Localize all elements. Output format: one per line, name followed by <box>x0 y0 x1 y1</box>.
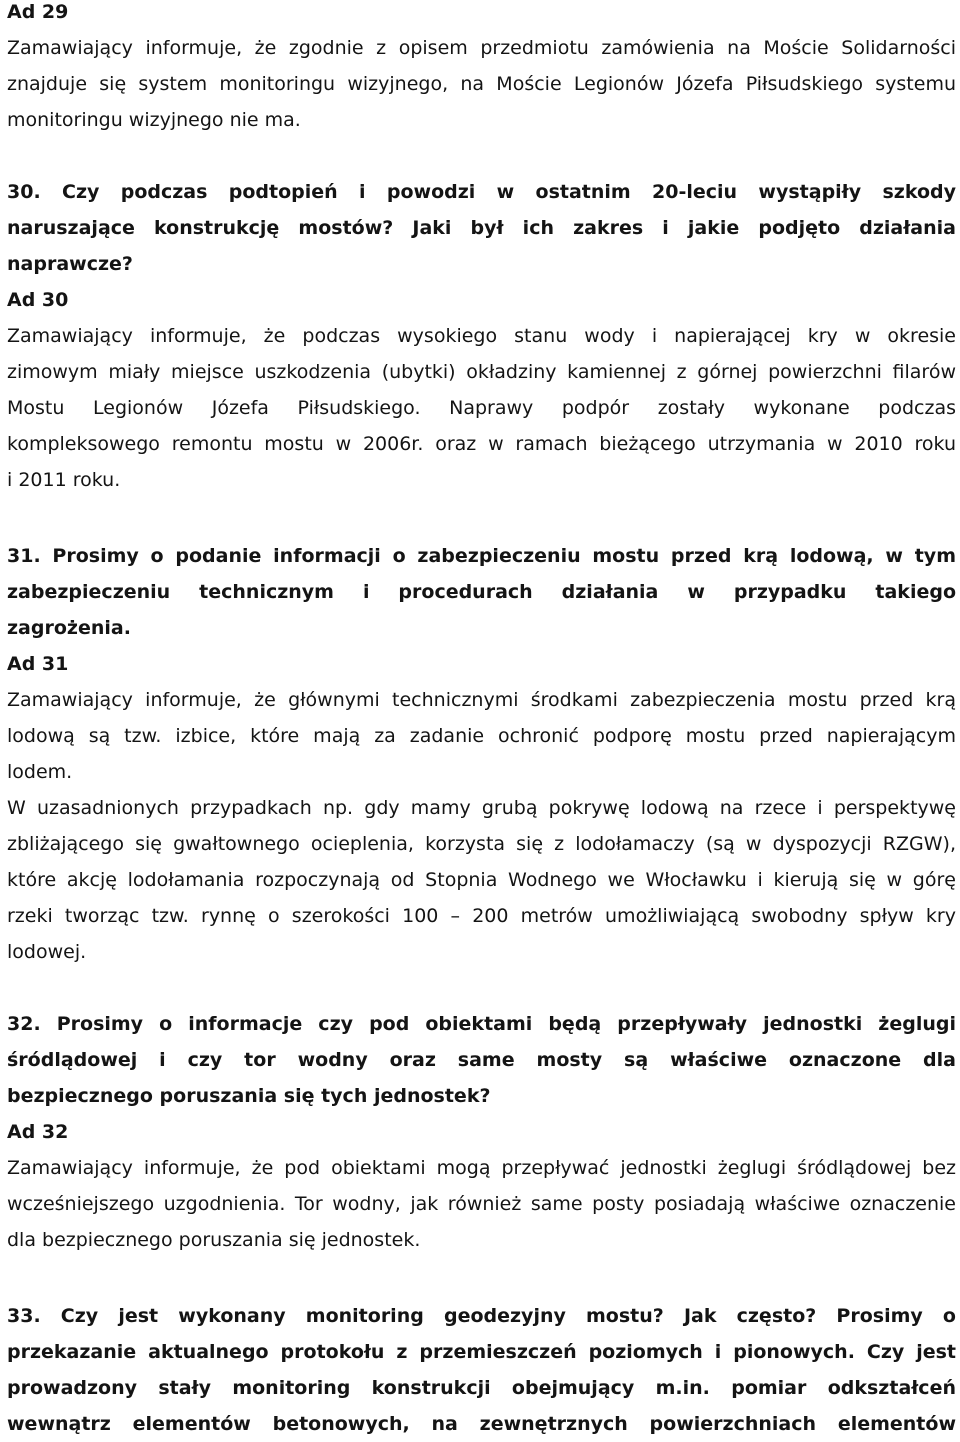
answer-31-line-7: rzeki tworząc tzw. rynnę o szerokości 100 – 200 metrów umożliwiającą swobodny spływ kry <box>7 905 956 927</box>
answer-30-line-5: i 2011 roku. <box>7 469 121 491</box>
answer-31-line-3: lodem. <box>7 761 73 783</box>
answer-30-line-4: kompleksowego remontu mostu w 2006r. oraz w ramach bieżącego utrzymania w 2010 roku <box>7 433 956 455</box>
answer-32-line-3: dla bezpiecznego poruszania się jednostek. <box>7 1229 421 1251</box>
answer-31-line-2: lodową są tzw. izbice, które mają za zadanie ochronić podporę mostu przed napierającym <box>7 725 956 747</box>
answer-31-line-8: lodowej. <box>7 941 87 963</box>
answer-30-line-1: Zamawiający informuje, że podczas wysokiego stanu wody i napierającej kry w okresie <box>7 325 956 347</box>
answer-heading-31: Ad 31 <box>7 653 69 675</box>
question-31-line-3: zagrożenia. <box>7 617 131 639</box>
question-33-line-4: wewnątrz elementów betonowych, na zewnętrznych powierzchniach elementów <box>7 1413 956 1435</box>
question-30-line-1: 30. Czy podczas podtopień i powodzi w ostatnim 20-leciu wystąpiły szkody <box>7 181 956 203</box>
answer-heading-29: Ad 29 <box>7 1 69 23</box>
answer-31-line-5: zbliżającego się gwałtownego ocieplenia, korzysta się z lodołamaczy (są w dyspozycji RZGW), <box>7 833 956 855</box>
answer-32-line-2: wcześniejszego uzgodnienia. Tor wodny, jak również same posty posiadają właściwe oznaczenie <box>7 1193 956 1215</box>
question-33-line-2: przekazanie aktualnego protokołu z przemieszczeń poziomych i pionowych. Czy jest <box>7 1341 956 1363</box>
answer-32-line-1: Zamawiający informuje, że pod obiektami mogą przepływać jednostki żeglugi śródlądowej bez <box>7 1157 956 1179</box>
answer-29-line-2: znajduje się system monitoringu wizyjnego, na Moście Legionów Józefa Piłsudskiego systemu <box>7 73 956 95</box>
answer-heading-30: Ad 30 <box>7 289 69 311</box>
question-32-line-1: 32. Prosimy o informacje czy pod obiektami będą przepływały jednostki żeglugi <box>7 1013 956 1035</box>
question-31-line-2: zabezpieczeniu technicznym i procedurach działania w przypadku takiego <box>7 581 956 603</box>
question-30-line-2: naruszające konstrukcję mostów? Jaki był ich zakres i jakie podjęto działania <box>7 217 956 239</box>
question-32-line-3: bezpiecznego poruszania się tych jednostek? <box>7 1085 491 1107</box>
answer-29-line-1: Zamawiający informuje, że zgodnie z opisem przedmiotu zamówienia na Moście Solidarności <box>7 37 956 59</box>
answer-31-line-1: Zamawiający informuje, że głównymi technicznymi środkami zabezpieczenia mostu przed krą <box>7 689 956 711</box>
question-31-line-1: 31. Prosimy o podanie informacji o zabezpieczeniu mostu przed krą lodową, w tym <box>7 545 956 567</box>
answer-31-line-4: W uzasadnionych przypadkach np. gdy mamy grubą pokrywę lodową na rzece i perspektywę <box>7 797 956 819</box>
answer-30-line-3: Mostu Legionów Józefa Piłsudskiego. Naprawy podpór zostały wykonane podczas <box>7 397 956 419</box>
answer-heading-32: Ad 32 <box>7 1121 69 1143</box>
answer-31-line-6: które akcję lodołamania rozpoczynają od Stopnia Wodnego we Włocławku i kierują się w górę <box>7 869 956 891</box>
question-33-line-1: 33. Czy jest wykonany monitoring geodezyjny mostu? Jak często? Prosimy o <box>7 1305 956 1327</box>
answer-29-line-3: monitoringu wizyjnego nie ma. <box>7 109 301 131</box>
question-32-line-2: śródlądowej i czy tor wodny oraz same mosty są właściwe oznaczone dla <box>7 1049 956 1071</box>
question-33-line-3: prowadzony stały monitoring konstrukcji obejmujący m.in. pomiar odkształceń <box>7 1377 956 1399</box>
question-30-line-3: naprawcze? <box>7 253 133 275</box>
answer-30-line-2: zimowym miały miejsce uszkodzenia (ubytki) okładziny kamiennej z górnej powierzchni filarów <box>7 361 956 383</box>
